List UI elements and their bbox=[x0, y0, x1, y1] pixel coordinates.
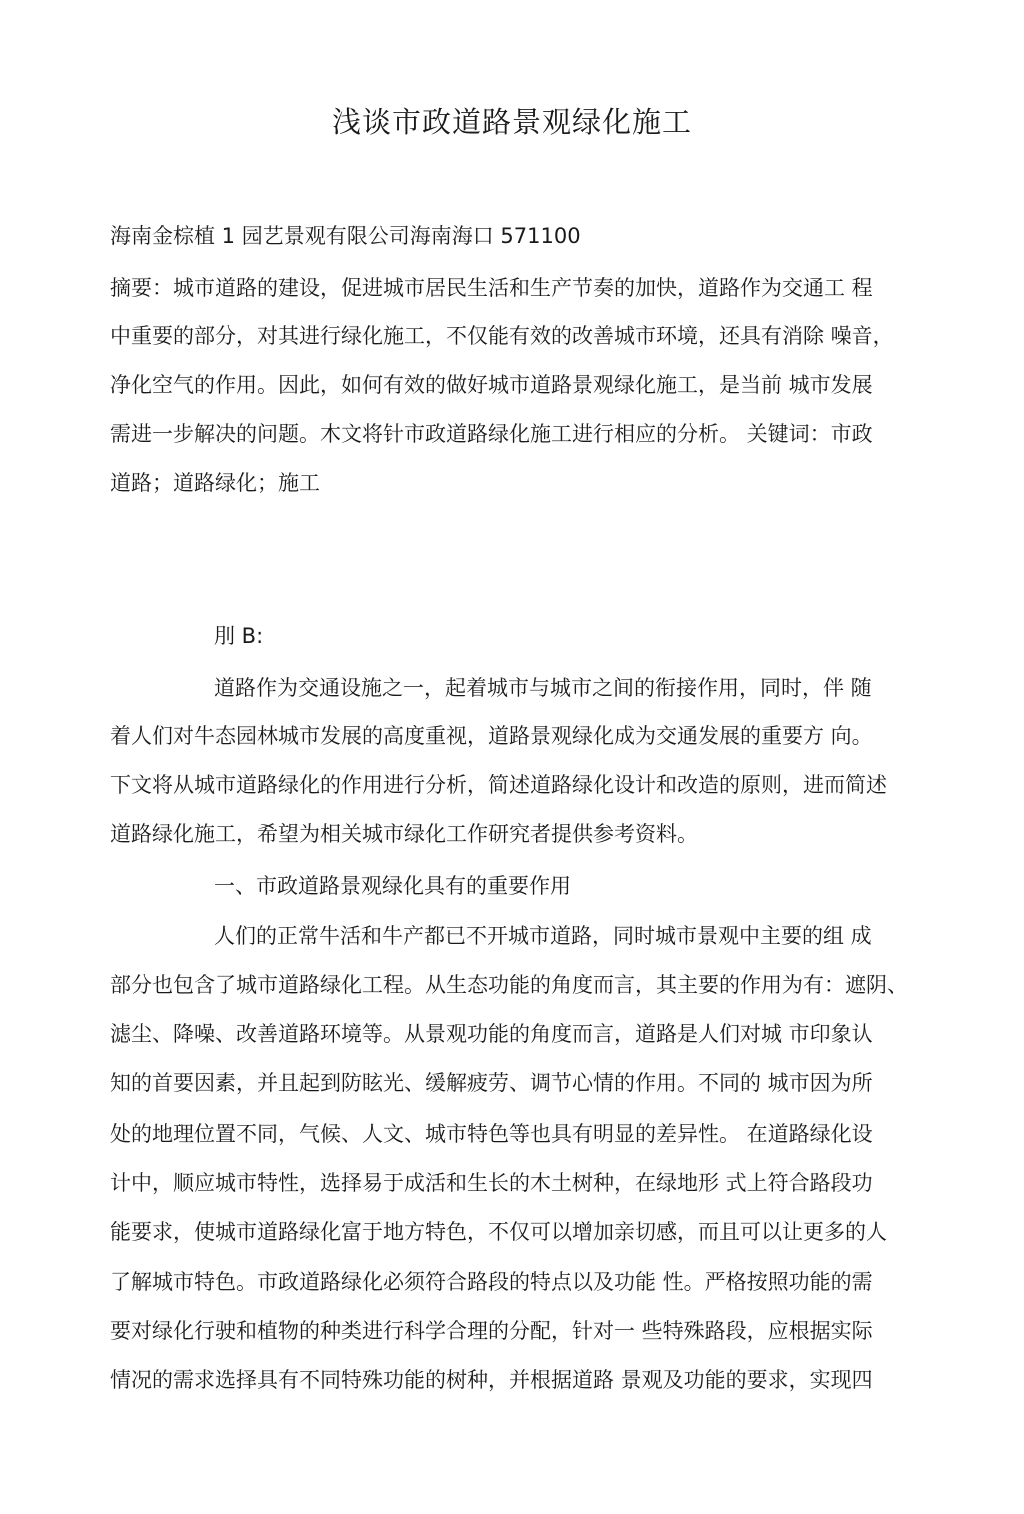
document-title: 浅谈市政道路景观绿化施工 bbox=[331, 105, 692, 139]
section-line: 要对绿化行驶和植物的种类进行科学合理的分配，针对一 些特殊路段，应根据实际 bbox=[110, 1319, 873, 1343]
preface-heading: 刖 B: bbox=[214, 624, 264, 648]
preface-line: 着人们对牛态园林城市发展的高度重视，道路景观绿化成为交通发展的重要方 向。 bbox=[110, 724, 873, 748]
section-line: 处的地理位置不同，气候、人文、城市特色等也具有明显的差异性。 在道路绿化设 bbox=[110, 1122, 873, 1146]
section-line: 滤尘、降噪、改善道路环境等。从景观功能的角度而言，道路是人们对城 市印象认 bbox=[110, 1022, 873, 1046]
section-line: 部分也包含了城市道路绿化工程。从生态功能的角度而言，其主要的作用为有：遮阴、 bbox=[110, 973, 908, 997]
preface-line: 道路作为交通设施之一，起着城市与城市之间的衔接作用，同时，伴 随 bbox=[214, 676, 872, 700]
abstract-line: 需进一步解决的问题。木文将针市政道路绿化施工进行相应的分析。 关键词：市政 bbox=[110, 422, 873, 446]
author-affiliation: 海南金棕植 1 园艺景观有限公司海南海口 571100 bbox=[110, 224, 581, 248]
abstract-line: 中重要的部分，对其进行绿化施工，不仅能有效的改善城市环境，还具有消除 噪音， bbox=[110, 324, 894, 348]
preface-line: 下文将从城市道路绿化的作用进行分析，简述道路绿化设计和改造的原则，进而简述 bbox=[110, 773, 887, 797]
section-line: 计中，顺应城市特性，选择易于成活和生长的木土树种，在绿地形 式上符合路段功 bbox=[110, 1171, 873, 1195]
section-heading: 一、市政道路景观绿化具有的重要作用 bbox=[214, 874, 571, 898]
section-line: 知的首要因素，并且起到防眩光、缓解疲劳、调节心情的作用。不同的 城市因为所 bbox=[110, 1071, 873, 1095]
preface-line: 道路绿化施工，希望为相关城市绿化工作研究者提供参考资料。 bbox=[110, 822, 698, 846]
abstract-line: 净化空气的作用。因此，如何有效的做好城市道路景观绿化施工，是当前 城市发展 bbox=[110, 373, 873, 397]
section-line: 情况的需求选择具有不同特殊功能的树种，并根据道路 景观及功能的要求，实现四 bbox=[110, 1368, 873, 1392]
section-line: 了解城市特色。市政道路绿化必须符合路段的特点以及功能 性。严格按照功能的需 bbox=[110, 1270, 873, 1294]
abstract-line: 道路；道路绿化；施工 bbox=[110, 471, 320, 495]
section-line: 能要求，使城市道路绿化富于地方特色，不仅可以增加亲切感，而且可以让更多的人 bbox=[110, 1220, 887, 1244]
abstract-line: 摘要：城市道路的建设，促进城市居民生活和生产节奏的加快，道路作为交通工 程 bbox=[110, 276, 873, 300]
section-line: 人们的正常牛活和牛产都已不开城市道路，同时城市景观中主要的组 成 bbox=[214, 924, 872, 948]
